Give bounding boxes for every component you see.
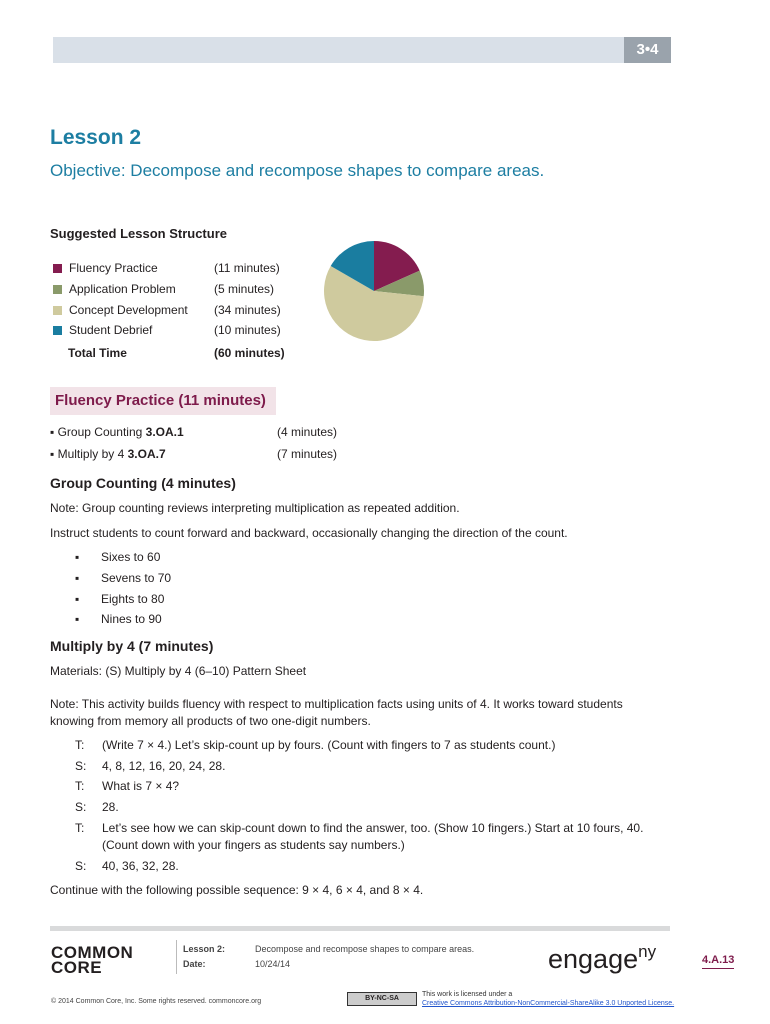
engageny-logo [548, 942, 656, 975]
multiply-materials: Materials: (S) Multiply by 4 (6–10) Pattern Sheet [50, 664, 307, 678]
dialog-speaker: T: [75, 738, 85, 752]
dialog-line [75, 858, 675, 875]
legend-item [53, 320, 281, 340]
dialog-speaker: T: [75, 779, 85, 793]
dialog-text: 40, 36, 32, 28. [102, 859, 179, 873]
total-time-label: Total Time [68, 346, 127, 360]
license-link[interactable]: Creative Commons Attribution-NonCommercial-ShareAlike 3.0 Unported License. [422, 1000, 675, 1007]
fluency-bullet: ▪ Multiply by 4 3.OA.7 [50, 447, 166, 461]
fluency-bullet-text: Multiply by 4 [57, 447, 128, 461]
legend-minutes: (34 minutes) [214, 303, 281, 317]
grade-module-badge: 3•4 [624, 37, 671, 63]
footer-date-value: 10/24/14 [255, 959, 291, 969]
list-item-text: Sixes to 60 [101, 550, 161, 564]
cc-license-badge: BY-NC-SA [347, 992, 417, 1006]
legend-swatch [53, 264, 62, 273]
lesson-title: Lesson 2 [50, 126, 142, 149]
list-item-text: Eights to 80 [101, 592, 165, 606]
fluency-heading: Fluency Practice (11 minutes) [55, 392, 266, 409]
dialog-line [75, 778, 675, 795]
ny-text: ny [638, 942, 657, 961]
lesson-objective: Objective: Decompose and recompose shapes to compare areas. [50, 161, 545, 180]
header-bar [53, 37, 671, 63]
continue-sequence: Continue with the following possible sequence: 9 × 4, 6 × 4, and 8 × 4. [50, 883, 424, 897]
multiply-heading: Multiply by 4 (7 minutes) [50, 638, 214, 654]
dialog-line [75, 799, 675, 816]
list-item-text: Nines to 90 [101, 612, 162, 626]
logo-line-1: COMMON [51, 943, 134, 962]
dialog-text: (Write 7 × 4.) Let’s skip-count up by fours. (Count with fingers to 7 as students count.) [102, 738, 556, 752]
fluency-bullet-minutes: (4 minutes) [277, 425, 338, 439]
list-item: ▪ Sixes to 60 [75, 550, 161, 564]
footer-lesson-label: Lesson 2: [183, 944, 226, 954]
engage-text: engage [548, 944, 639, 974]
license-line: This work is licensed under a [422, 991, 513, 998]
fluency-bullet-minutes: (7 minutes) [277, 447, 338, 461]
fluency-heading-box [50, 387, 276, 415]
legend-swatch [53, 326, 62, 335]
page-number: 4.A.13 [702, 954, 734, 969]
list-item: ▪ Nines to 90 [75, 612, 162, 626]
group-counting-heading: Group Counting (4 minutes) [50, 475, 236, 491]
legend-minutes: (11 minutes) [214, 261, 280, 275]
dialog-speaker: S: [75, 859, 87, 873]
dialog-text: 28. [102, 800, 119, 814]
multiply-note: Note: This activity builds fluency with respect to multiplication facts using units of 4. It works toward students knowing from memory all products of two one-digit numbers. [50, 697, 623, 728]
legend-minutes: (5 minutes) [214, 282, 275, 296]
dialog-text: 4, 8, 12, 16, 20, 24, 28. [102, 759, 226, 773]
total-time-minutes: (60 minutes) [214, 346, 285, 360]
dialog-line [75, 820, 665, 854]
legend-swatch [53, 285, 62, 294]
common-core-logo [51, 945, 133, 975]
dialog-speaker: S: [75, 759, 87, 773]
legend-label: Application Problem [69, 282, 176, 296]
dialog-speaker: S: [75, 800, 87, 814]
list-item: ▪ Sevens to 70 [75, 571, 172, 585]
legend-label: Concept Development [69, 303, 188, 317]
group-counting-instructions: Instruct students to count forward and backward, occasionally changing the direction of the count. [50, 526, 568, 540]
dialog-text: Let’s see how we can skip-count down to find the answer, too. (Show 10 fingers.) Start at 10 fours, 40. (Count down with your fingers as students say numbers.) [102, 821, 644, 852]
lesson-structure-pie-chart [323, 240, 425, 342]
legend-label: Student Debrief [69, 323, 153, 337]
dialog-speaker: T: [75, 821, 85, 835]
license-text [422, 990, 674, 1008]
legend-item [53, 258, 280, 278]
structure-title: Suggested Lesson Structure [50, 226, 227, 241]
standard-code: 3.OA.1 [145, 425, 184, 439]
standard-code: 3.OA.7 [127, 447, 166, 461]
logo-line-2: CORE [51, 958, 103, 977]
legend-label: Fluency Practice [69, 261, 158, 275]
footer-rule [50, 926, 670, 931]
legend-minutes: (10 minutes) [214, 323, 281, 337]
dialog-text: What is 7 × 4? [102, 779, 180, 793]
legend-swatch [53, 306, 62, 315]
dialog-line [75, 737, 675, 754]
legend-item [53, 279, 274, 299]
copyright-text: © 2014 Common Core, Inc. Some rights reserved. commoncore.org [51, 998, 262, 1005]
footer-lesson-value: Decompose and recompose shapes to compare areas. [255, 944, 475, 954]
fluency-bullet-text: Group Counting [57, 425, 146, 439]
footer-divider [176, 940, 177, 974]
dialog-line [75, 758, 675, 775]
legend-item [53, 300, 281, 320]
list-item: ▪ Eights to 80 [75, 592, 165, 606]
fluency-bullet: ▪ Group Counting 3.OA.1 [50, 425, 184, 439]
group-counting-note: Note: Group counting reviews interpreting multiplication as repeated addition. [50, 501, 460, 515]
footer-date-label: Date: [183, 959, 206, 969]
list-item-text: Sevens to 70 [101, 571, 172, 585]
